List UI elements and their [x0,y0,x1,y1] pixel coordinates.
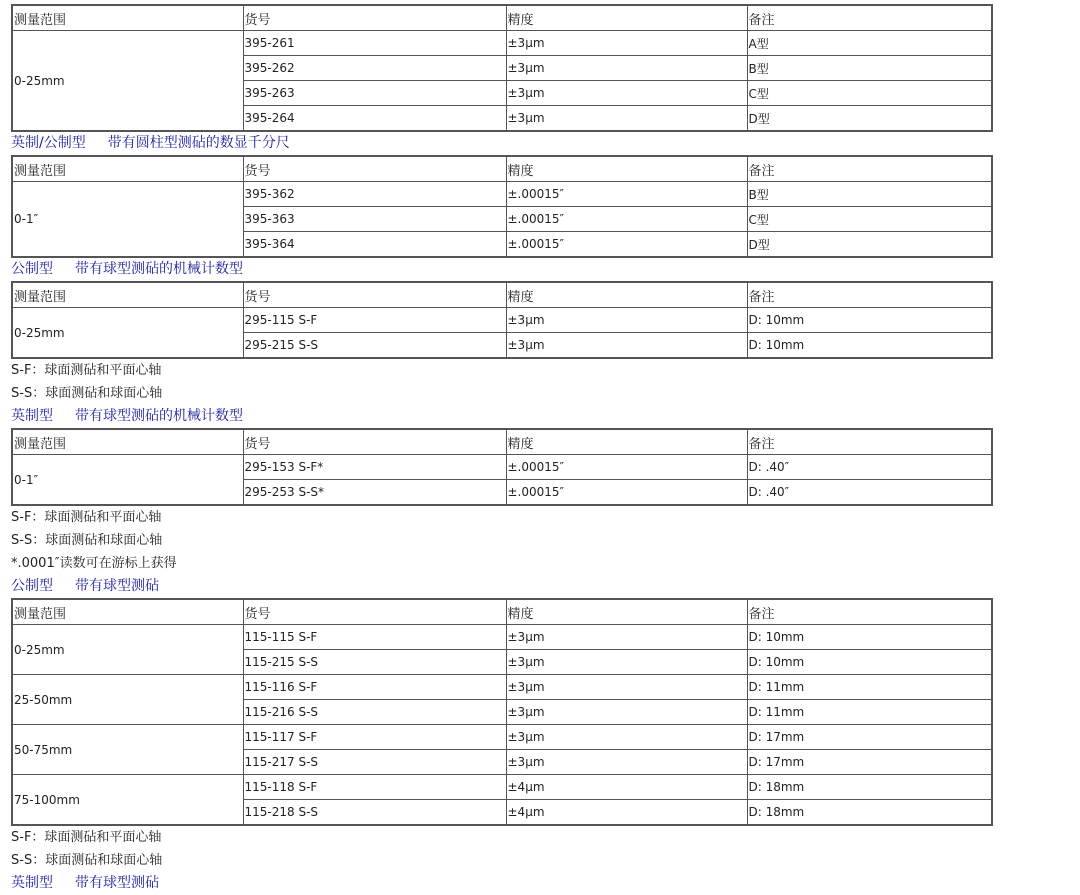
heading-description: 带有球型测砧 [75,875,159,891]
header-part-no: 货号 [243,156,506,182]
header-range: 测量范围 [12,282,243,308]
accuracy-cell: ±.00015″ [506,480,747,506]
range-cell: 75-100mm [12,775,243,826]
remark-cell: D型 [747,232,992,258]
header-range: 测量范围 [12,429,243,455]
remark-cell: D: 10mm [747,308,992,333]
accuracy-cell: ±3μm [506,308,747,333]
remark-cell: D: .40″ [747,455,992,480]
header-accuracy: 精度 [506,429,747,455]
part-number-cell: 115-116 S-F [243,675,506,700]
range-cell: 0-25mm [12,625,243,675]
footnote: S-S：球面测砧和球面心轴 [11,386,163,401]
part-number-cell: 115-115 S-F [243,625,506,650]
header-remark: 备注 [747,282,992,308]
header-part-no: 货号 [243,282,506,308]
header-accuracy: 精度 [506,282,747,308]
footnote: S-S：球面测砧和球面心轴 [11,533,163,548]
header-accuracy: 精度 [506,5,747,31]
part-number-cell: 115-117 S-F [243,725,506,750]
table-header-row [12,156,992,182]
spec-table [11,281,993,359]
part-number-cell: 395-262 [243,56,506,81]
part-number-cell: 295-115 S-F [243,308,506,333]
spec-table [11,155,993,258]
header-remark: 备注 [747,429,992,455]
heading-description: 带有球型测砧的机械计数型 [75,261,243,277]
header-accuracy: 精度 [506,599,747,625]
accuracy-cell: ±3μm [506,81,747,106]
heading-type: 英制/公制型 [11,135,86,151]
remark-cell: C型 [747,207,992,232]
accuracy-cell: ±.00015″ [506,207,747,232]
accuracy-cell: ±3μm [506,625,747,650]
footnote: S-F：球面测砧和平面心轴 [11,830,162,845]
part-number-cell: 395-263 [243,81,506,106]
part-number-cell: 115-216 S-S [243,700,506,725]
part-number-cell: 395-364 [243,232,506,258]
accuracy-cell: ±3μm [506,725,747,750]
remark-cell: D: 18mm [747,775,992,800]
accuracy-cell: ±3μm [506,700,747,725]
part-number-cell: 115-217 S-S [243,750,506,775]
table-row [12,725,992,750]
part-number-cell: 395-264 [243,106,506,132]
part-number-cell: 115-218 S-S [243,800,506,826]
spec-table [11,598,993,826]
accuracy-cell: ±.00015″ [506,232,747,258]
remark-cell: D: .40″ [747,480,992,506]
heading-description: 带有球型测砧 [75,578,159,594]
accuracy-cell: ±3μm [506,333,747,359]
table-header-row [12,429,992,455]
header-remark: 备注 [747,599,992,625]
section-heading [11,872,991,895]
heading-description: 带有球型测砧的机械计数型 [75,408,243,424]
table-header-row [12,599,992,625]
header-remark: 备注 [747,5,992,31]
remark-cell: D: 11mm [747,700,992,725]
section-heading [11,405,991,428]
remark-cell: D: 18mm [747,800,992,826]
heading-type: 英制型 [11,875,53,891]
part-number-cell: 395-261 [243,31,506,56]
part-number-cell: 295-253 S-S* [243,480,506,506]
table-row [12,455,992,480]
remark-cell: D: 17mm [747,725,992,750]
table-row [12,31,992,56]
header-part-no: 货号 [243,429,506,455]
accuracy-cell: ±.00015″ [506,182,747,207]
accuracy-cell: ±3μm [506,56,747,81]
accuracy-cell: ±4μm [506,800,747,826]
heading-description: 带有圆柱型测砧的数显千分尺 [107,135,290,151]
footnote: S-F：球面测砧和平面心轴 [11,363,162,378]
table-header-row [12,5,992,31]
part-number-cell: 295-215 S-S [243,333,506,359]
part-number-cell: 395-362 [243,182,506,207]
accuracy-cell: ±3μm [506,31,747,56]
heading-type: 公制型 [11,261,53,277]
table-row [12,308,992,333]
accuracy-cell: ±4μm [506,775,747,800]
accuracy-cell: ±3μm [506,675,747,700]
table-header-row [12,282,992,308]
range-cell: 50-75mm [12,725,243,775]
section-heading [11,575,991,598]
header-remark: 备注 [747,156,992,182]
remark-cell: D: 10mm [747,333,992,359]
spec-table [11,4,993,132]
table-row [12,182,992,207]
header-accuracy: 精度 [506,156,747,182]
footnote: *.0001″读数可在游标上获得 [11,556,177,571]
header-range: 测量范围 [12,156,243,182]
range-cell: 0-1″ [12,182,243,258]
accuracy-cell: ±3μm [506,750,747,775]
header-part-no: 货号 [243,5,506,31]
table-row [12,675,992,700]
header-part-no: 货号 [243,599,506,625]
footnote: S-S：球面测砧和球面心轴 [11,853,163,868]
table-row [12,775,992,800]
part-number-cell: 115-118 S-F [243,775,506,800]
remark-cell: C型 [747,81,992,106]
range-cell: 25-50mm [12,675,243,725]
range-cell: 0-1″ [12,455,243,506]
remark-cell: A型 [747,31,992,56]
remark-cell: D型 [747,106,992,132]
range-cell: 0-25mm [12,308,243,359]
remark-cell: D: 17mm [747,750,992,775]
footnote: S-F：球面测砧和平面心轴 [11,510,162,525]
remark-cell: D: 11mm [747,675,992,700]
remark-cell: D: 10mm [747,650,992,675]
spec-table [11,428,993,506]
part-number-cell: 395-363 [243,207,506,232]
part-number-cell: 295-153 S-F* [243,455,506,480]
part-number-cell: 115-215 S-S [243,650,506,675]
accuracy-cell: ±3μm [506,106,747,132]
heading-type: 英制型 [11,408,53,424]
spec-document [11,4,991,895]
header-range: 测量范围 [12,5,243,31]
remark-cell: B型 [747,56,992,81]
remark-cell: B型 [747,182,992,207]
section-heading [11,258,991,281]
remark-cell: D: 10mm [747,625,992,650]
heading-type: 公制型 [11,578,53,594]
accuracy-cell: ±.00015″ [506,455,747,480]
accuracy-cell: ±3μm [506,650,747,675]
range-cell: 0-25mm [12,31,243,132]
header-range: 测量范围 [12,599,243,625]
table-row [12,625,992,650]
section-heading [11,132,991,155]
